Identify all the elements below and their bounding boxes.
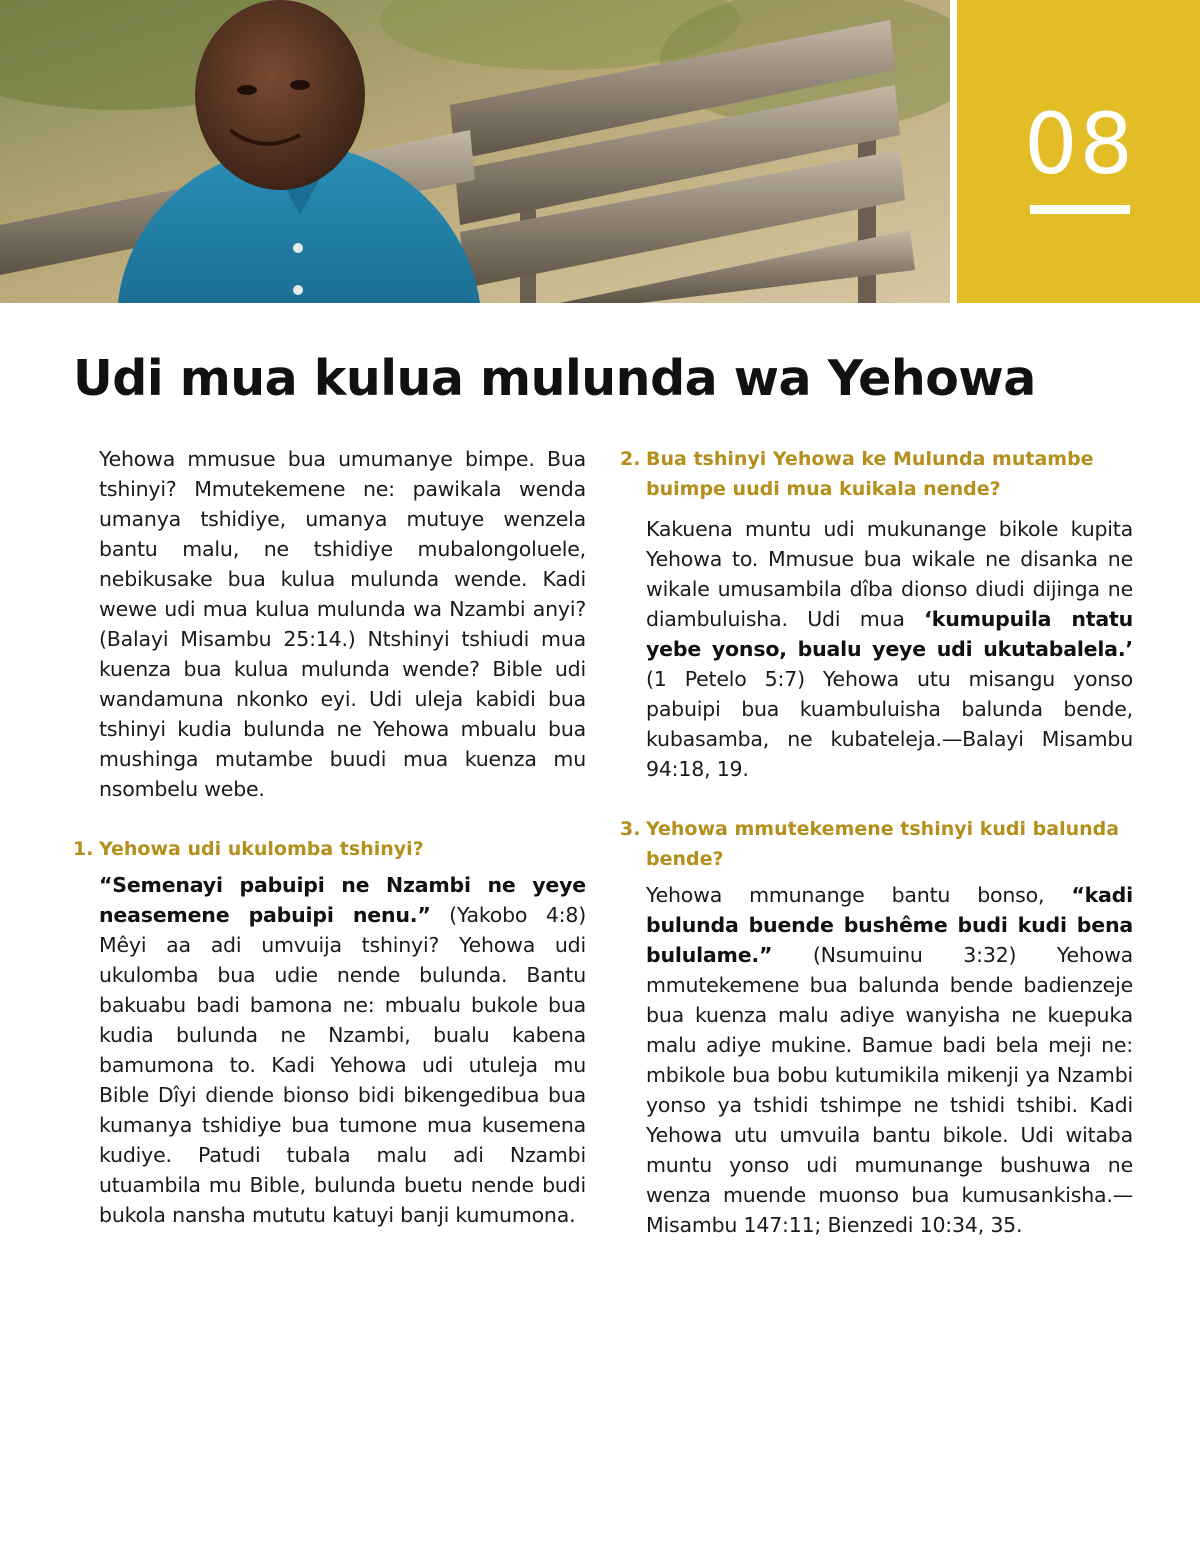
page-title: Udi mua kulua mulunda wa Yehowa: [73, 350, 1036, 407]
answer-2-paragraph: [646, 514, 1133, 784]
chapter-rule: [1030, 205, 1130, 214]
question-1-heading: [73, 834, 586, 864]
answer-3-body-before: Yehowa mmunange bantu bonso,: [646, 883, 1072, 907]
answer-2-body-before: Kakuena muntu udi mukunange bikole kupita Yehowa to. Mmusue bua wikale ne disanka ne wikale umusambila dîba dionso diudi dijinga ne diambuluisha. Udi mua: [646, 517, 1133, 631]
question-2-text: Bua tshinyi Yehowa ke Mulunda mutambe buimpe uudi mua kuikala nende?: [646, 448, 1094, 500]
question-3-number: 3.: [620, 818, 641, 840]
chapter-badge: [957, 0, 1200, 303]
question-2-heading: [620, 444, 1133, 504]
intro-paragraph: Yehowa mmusue bua umumanye bimpe. Bua tshinyi? Mmutekemene ne: pawikala wenda umanya tshidiye, umanya mutuye wenzela bantu malu, ne tshidiye mubalongoluele, nebikusake bua kulua mulunda wende. Kadi wewe udi mua kulua mulunda wa Nzambi anyi? (Balayi Misambu 25:14.) Ntshinyi tshiudi mua kuenza bua kulua mulunda wende? Bible udi wandamuna nkonko eyi. Udi uleja kabidi bua tshinyi kudia bulunda ne Yehowa mbualu bua mushinga mutambe buudi mua kuenza mu nsombelu webe.: [99, 447, 586, 801]
chapter-number: 08: [1024, 95, 1135, 193]
hero-photo: [0, 0, 950, 303]
answer-3-paragraph: [646, 880, 1133, 1240]
answer-1-body: (Yakobo 4:8) Mêyi aa adi umvuija tshinyi? Yehowa udi ukulomba bua udie nende bulunda. Bantu bakuabu badi bamona ne: mbualu bukole bua kudia bulunda ne Nzambi, bualu kabena bamumona to. Kadi Yehowa udi utuleja mu Bible Dîyi diende bionso bidi bikengedibua bua kumanya tshidiye bua tumone mua kusemena kudiye. Patudi tubala malu adi Nzambi utuambila mu Bible, bulunda buetu nende budi bukola nansha mututu katuyi banji kumumona.: [99, 903, 587, 1227]
answer-2-body-after: (1 Petelo 5:7) Yehowa utu misangu yonso pabuipi bua kuambuluisha balunda bende, kubasamba, ne kubateleja.—Balayi Misambu 94:18, 19.: [646, 667, 1133, 781]
answer-2-quote: ‘kumupuila ntatu yebe yonso, bualu yeye udi ukutabalela.’: [646, 607, 1133, 661]
left-column: [73, 444, 587, 1230]
hero-illustration: [0, 0, 950, 303]
question-2-number: 2.: [620, 448, 641, 470]
answer-3-quote: “kadi bulunda buende bushême budi kudi bena bululame.”: [646, 883, 1133, 967]
question-3-text: Yehowa mmutekemene tshinyi kudi balunda bende?: [646, 818, 1120, 870]
question-1-number: 1.: [73, 838, 94, 860]
answer-1-quote: “Semenayi pabuipi ne Nzambi ne yeye neasemene pabuipi nenu.”: [99, 873, 586, 927]
answer-3-body-after: (Nsumuinu 3:32) Yehowa mmutekemene bua balunda bende badienzeje bua kuenza malu adiye wanyisha ne kuepuka malu adiye mukine. Bamue badi bela meji ne: mbikole bua bobu kutumikila mikenji ya Nzambi yonso ya tshidi tshimpe ne tshidi tshibi. Kadi Yehowa utu umvuila bantu bikole. Udi witaba muntu yonso udi mumunange bushuwa ne wenza muende muonso bua kumusankisha.—Misambu 147:11; Bienzedi 10:34, 35.: [646, 943, 1133, 1237]
question-3-heading: [620, 814, 1133, 874]
question-1-text: Yehowa udi ukulomba tshinyi?: [99, 838, 424, 860]
right-column: [620, 444, 1133, 1240]
answer-1-paragraph: [99, 870, 586, 1230]
